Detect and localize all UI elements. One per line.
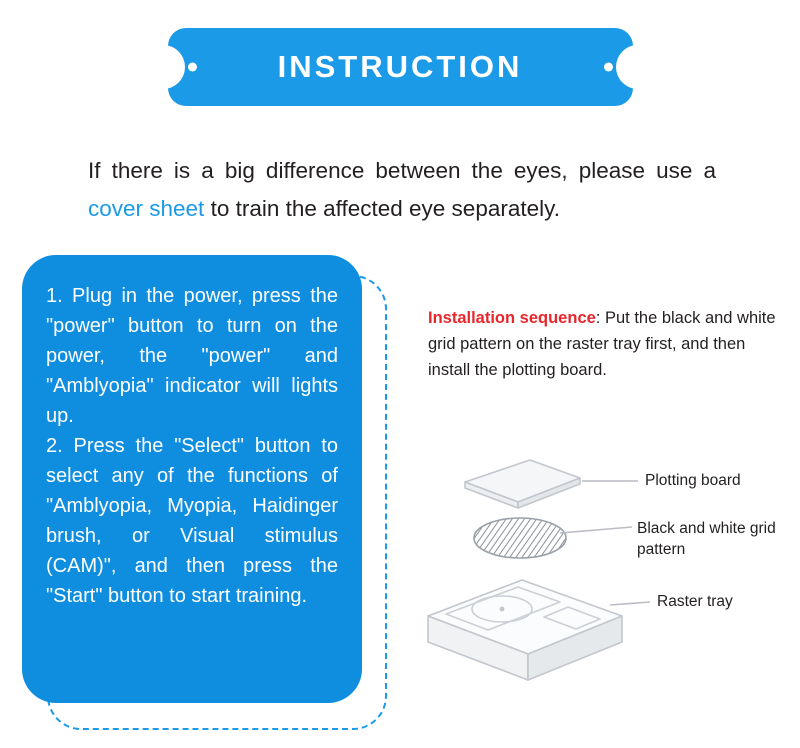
cover-sheet-highlight: cover sheet (88, 196, 205, 221)
installation-sequence-label: Installation sequence (428, 309, 596, 327)
intro-text-after: to train the affected eye separately. (204, 196, 560, 221)
step-one-text: 1. Plug in the power, press the "power" button to turn on the power, the "power" and "Amblyopia" indicator will lights up. (46, 285, 338, 427)
step-two-text: 2. Press the "Select" button to select any of the functions of "Amblyopia, Myopia, Haidinger brush, or Visual stimulus (CAM)", and then press the "Start" button to start training. (46, 435, 338, 607)
installation-sequence-text: : Put the black and white grid pattern on the raster tray first, and then install the plotting board. (428, 309, 776, 379)
intro-text-before: If there is a big difference between the eyes, please use a (88, 158, 716, 183)
device-illustration (410, 420, 790, 720)
banner-right-dot-icon (604, 63, 613, 72)
callout-grid-pattern: Black and white grid pattern (637, 520, 776, 558)
banner-left-dot-icon (188, 63, 197, 72)
intro-paragraph (88, 152, 716, 228)
device-illustration-svg (410, 420, 790, 720)
instruction-banner (168, 28, 633, 106)
installation-sequence-note (428, 305, 778, 383)
steps-card (22, 255, 362, 703)
callout-plotting-board: Plotting board (645, 472, 741, 489)
header-banner-area (0, 28, 800, 106)
page-title: INSTRUCTION (277, 49, 523, 84)
callout-raster-tray: Raster tray (657, 593, 733, 610)
